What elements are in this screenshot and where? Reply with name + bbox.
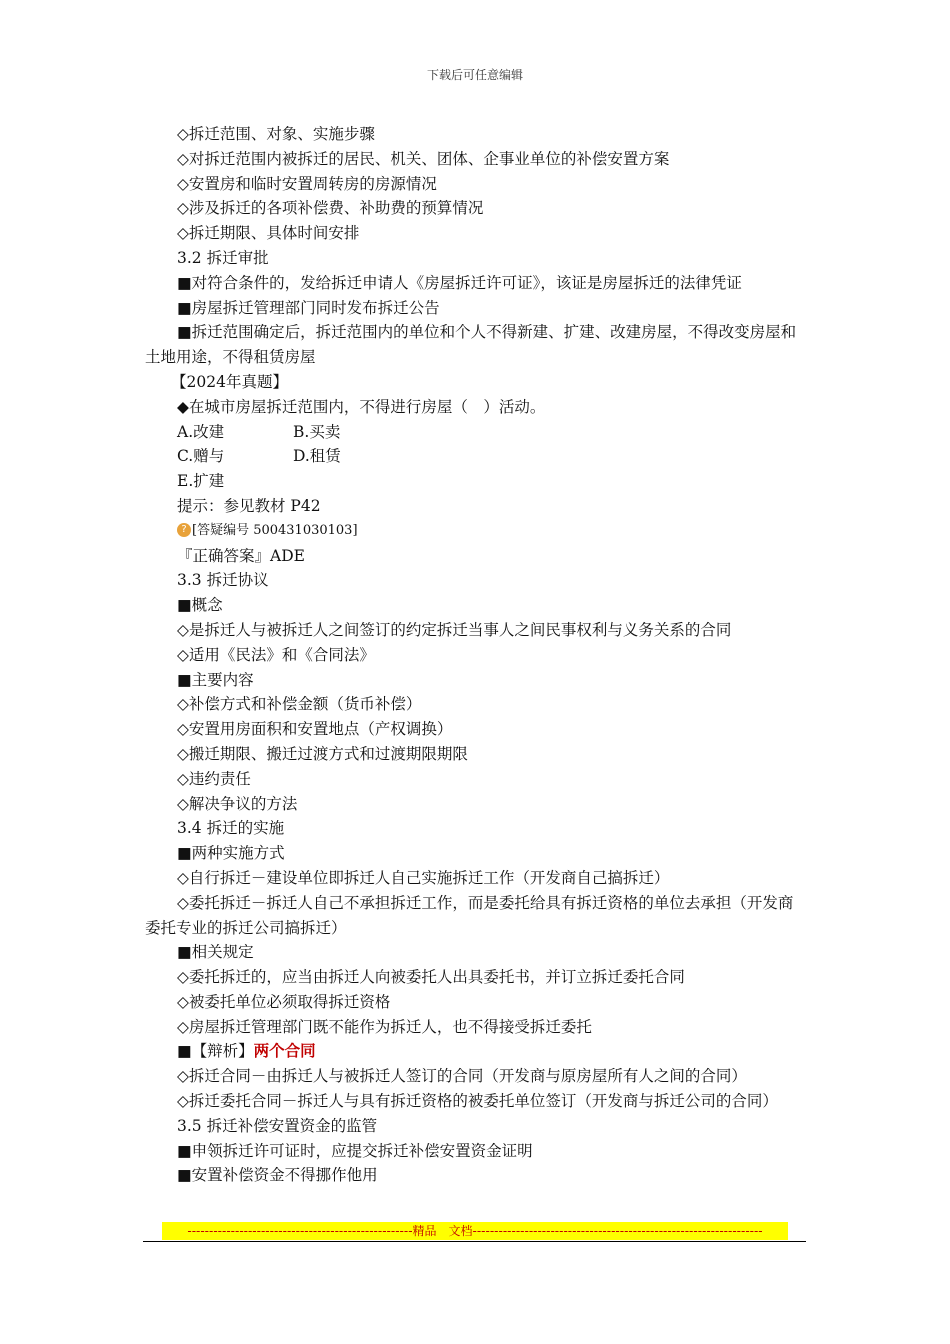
section-heading: 3.5 拆迁补偿安置资金的监管: [177, 1116, 378, 1135]
correct-answer: 『正确答案』ADE: [177, 546, 305, 565]
text-line: ■相关规定: [177, 943, 254, 962]
text-paragraph: ◇委托拆迁－拆迁人自己不承担拆迁工作，而是委托给具有拆迁资格的单位去承担（开发商委托专业的拆迁公司搞拆迁）: [145, 893, 794, 937]
text-line: ◇补偿方式和补偿金额（货币补偿）: [177, 695, 422, 714]
text-line: ◇拆迁期限、具体时间安排: [177, 224, 360, 243]
text-line: ◇解决争议的方法: [177, 794, 298, 813]
text-line: ■两种实施方式: [177, 844, 285, 863]
option-d: D.租赁: [293, 447, 341, 466]
text-line: ◇安置房和临时安置周转房的房源情况: [177, 174, 437, 193]
footer-divider: [143, 1241, 806, 1242]
document-body: [145, 122, 805, 1188]
text-paragraph: ◇拆迁委托合同－拆迁人与具有拆迁资格的被委托单位签订（开发商与拆迁公司的合同）: [177, 1092, 778, 1111]
text-line: ◇拆迁合同－由拆迁人与被拆迁人签订的合同（开发商与原房屋所有人之间的合同）: [177, 1067, 747, 1086]
text-line: ■主要内容: [177, 670, 254, 689]
option-a: A.改建: [177, 422, 225, 441]
analysis-label: ■【辩析】: [177, 1042, 254, 1061]
text-line: ◇适用《民法》和《合同法》: [177, 645, 375, 664]
text-line: ◇委托拆迁的，应当由拆迁人向被委托人出具委托书，并订立拆迁委托合同: [177, 968, 685, 987]
analysis-line: [145, 1039, 805, 1064]
text-line: ◇拆迁范围、对象、实施步骤: [177, 125, 375, 143]
text-line: ◇房屋拆迁管理部门既不能作为拆迁人，也不得接受拆迁委托: [177, 1017, 592, 1036]
text-paragraph: ■拆迁范围确定后，拆迁范围内的单位和个人不得新建、扩建、改建房屋，不得改变房屋和土地用途，不得租赁房屋: [145, 323, 797, 367]
exam-tag: 【2024年真题】: [171, 372, 288, 391]
section-heading: 3.4 拆迁的实施: [177, 819, 285, 838]
text-line: ■安置补偿资金不得挪作他用: [177, 1166, 378, 1185]
text-line: ◇安置用房面积和安置地点（产权调换）: [177, 720, 453, 739]
option-row: [145, 444, 805, 469]
text-line: ◇违约责任: [177, 769, 251, 788]
option-e: E.扩建: [177, 472, 225, 491]
text-line: ■申领拆迁许可证时，应提交拆迁补偿安置资金证明: [177, 1141, 533, 1160]
section-heading: 3.3 拆迁协议: [177, 571, 269, 590]
hint-text: 提示：参见教材 P42: [177, 496, 321, 515]
qa-number: [答疑编号 500431030103]: [192, 522, 358, 538]
text-line: ◇自行拆迁－建设单位即拆迁人自己实施拆迁工作（开发商自己搞拆迁）: [177, 868, 670, 887]
section-heading: 3.2 拆迁审批: [177, 248, 269, 267]
text-line: ◇对拆迁范围内被拆迁的居民、机关、团体、企事业单位的补偿安置方案: [177, 149, 670, 168]
option-b: B.买卖: [293, 422, 341, 441]
analysis-highlight: 两个合同: [253, 1041, 316, 1061]
option-c: C.赠与: [177, 447, 225, 466]
text-line: ■对符合条件的，发给拆迁申请人《房屋拆迁许可证》，该证是房屋拆迁的法律凭证: [177, 273, 742, 292]
text-line: ◇搬迁期限、搬迁过渡方式和过渡期限期限: [177, 744, 468, 763]
page-header: 下载后可任意编辑: [426, 68, 523, 82]
qa-reference[interactable]: [145, 519, 805, 544]
text-line: ■房屋拆迁管理部门同时发布拆迁公告: [177, 298, 440, 317]
question-circle-icon[interactable]: ?: [177, 523, 191, 537]
footer-banner: ----------------------------------------------------精品 文档-------------------------------------------------------------------: [162, 1222, 788, 1240]
option-row: [145, 420, 805, 445]
text-line: ◇是拆迁人与被拆迁人之间签订的约定拆迁当事人之间民事权利与义务关系的合同: [177, 620, 732, 639]
question-text: ◆在城市房屋拆迁范围内，不得进行房屋（ ）活动。: [177, 397, 546, 416]
text-line: ■概念: [177, 596, 223, 615]
text-line: ◇被委托单位必须取得拆迁资格: [177, 992, 391, 1011]
text-line: ◇涉及拆迁的各项补偿费、补助费的预算情况: [177, 199, 484, 218]
